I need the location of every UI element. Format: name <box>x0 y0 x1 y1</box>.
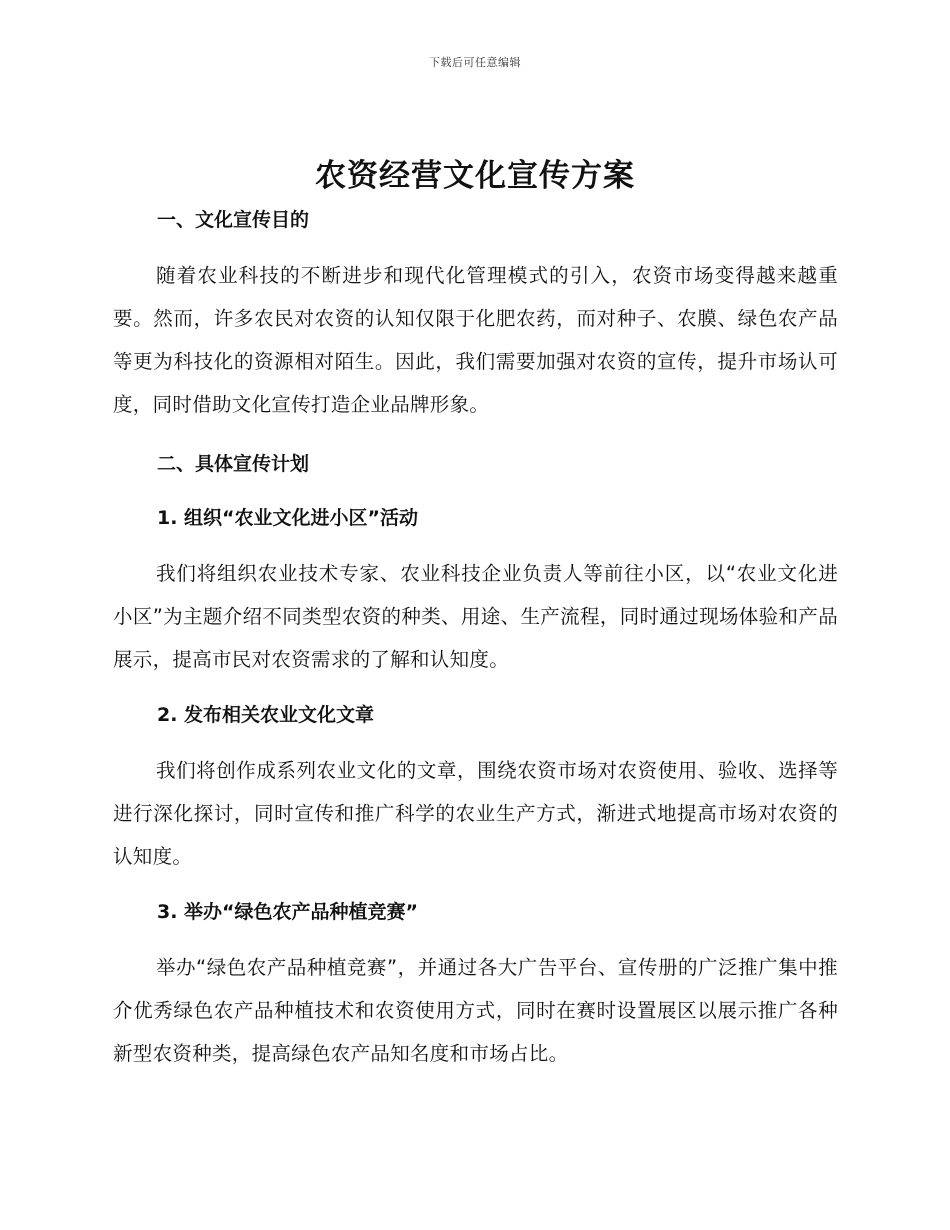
header-note: 下载后可任意编辑 <box>429 56 521 69</box>
paragraph-purpose: 随着农业科技的不断进步和现代化管理模式的引入，农资市场变得越来越重要。然而，许多农民对农资的认知仅限于化肥农药，而对种子、农膜、绿色农产品等更为科技化的资源相对陌生。因此，我们需要加强对农资的宣传，提升市场认可度，同时借助文化宣传打造企业品牌形象。 <box>113 264 838 416</box>
document-title: 农资经营文化宣传方案 <box>315 158 635 194</box>
section-heading-purpose: 一、文化宣传目的 <box>157 209 310 231</box>
subheading-item-1: 1. 组织“农业文化进小区”活动 <box>157 507 419 529</box>
paragraph-item-1: 我们将组织农业技术专家、农业科技企业负责人等前往小区，以“农业文化进小区”为主题介绍不同类型农资的种类、用途、生产流程，同时通过现场体验和产品展示，提高市民对农资需求的了解和认知度。 <box>113 562 838 671</box>
subheading-item-3: 3. 举办“绿色农产品种植竞赛” <box>157 901 419 923</box>
paragraph-item-3: 举办“绿色农产品种植竞赛”，并通过各大广告平台、宣传册的广泛推广集中推介优秀绿色农产品种植技术和农资使用方式，同时在赛时设置展区以展示推广各种新型农资种类，提高绿色农产品知名度和市场占比。 <box>113 956 838 1065</box>
document-body <box>113 200 838 1075</box>
paragraph-item-2: 我们将创作成系列农业文化的文章，围绕农资市场对农资使用、验收、选择等进行深化探讨，同时宣传和推广科学的农业生产方式，渐进式地提高市场对农资的认知度。 <box>113 759 838 868</box>
section-heading-plan: 二、具体宣传计划 <box>157 453 310 475</box>
subheading-item-2: 2. 发布相关农业文化文章 <box>157 704 375 726</box>
